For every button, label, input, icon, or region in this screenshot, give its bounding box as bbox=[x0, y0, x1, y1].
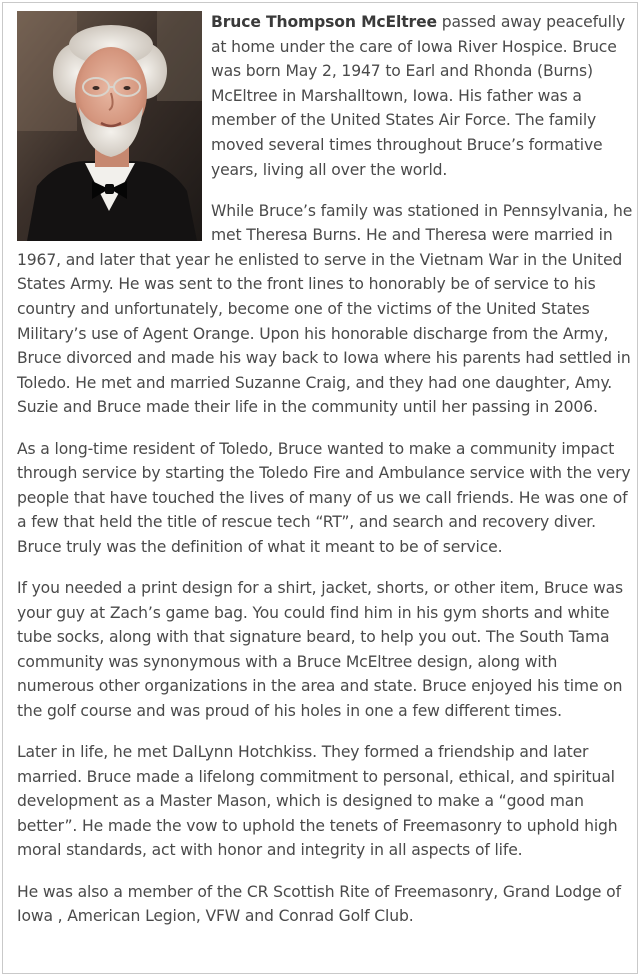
paragraph-3: As a long-time resident of Toledo, Bruce wanted to make a community impact through service by starting the Toledo Fire and Ambulance service with the very people that have touched the lives of many of us we call friends. He was one of a few that held the title of rescue tech “RT”, and search and recovery diver. Bruce truly was the definition of what it meant to be of service. bbox=[17, 439, 631, 556]
paragraph-5: Later in life, he met DalLynn Hotchkiss. They formed a friendship and later married. Bruce made a lifelong commitment to personal, ethical, and spiritual development as a Master Mason, which is designed to make a “good man better”. He made the vow to uphold the tenets of Freemasonry to uphold high moral standards, act with honor and integrity in all aspects of life. bbox=[17, 743, 618, 860]
paragraph-1-text: passed away peacefully at home under the care of Iowa River Hospice. Bruce was born May 2, 1947 to Earl and Rhonda (Burns) McEltree in Marshalltown, Iowa. His father was a member of the United States Air Force. The family moved several times throughout Bruce’s formative years, living all over the world. bbox=[211, 13, 626, 179]
paragraph-2: While Bruce’s family was stationed in Pennsylvania, he met Theresa Burns. He and Theresa were married in 1967, and later that year he enlisted to serve in the Vietnam War in the United States Army. He was sent to the front lines to honorably be of service to his country and unfortunately, become one of the victims of the United States Military’s use of Agent Orange. Upon his honorable discharge from the Army, Bruce divorced and made his way back to Iowa where his parents had settled in Toledo. He met and married Suzanne Craig, and they had one daughter, Amy. Suzie and Bruce made their life in the community until her passing in 2006. bbox=[17, 201, 633, 417]
obituary-frame bbox=[2, 2, 638, 974]
deceased-name: Bruce Thompson McEltree bbox=[211, 13, 437, 31]
paragraph-4: If you needed a print design for a shirt, jacket, shorts, or other item, Bruce was your guy at Zach’s game bag. You could find him in his gym shorts and white tube socks, along with that signature beard, to help you out. The South Tama community was synonymous with a Bruce McEltree design, along with numerous other organizations in the area and state. Bruce enjoyed his time on the golf course and was proud of his holes in one a few different times. bbox=[17, 578, 624, 720]
obituary-content bbox=[17, 10, 633, 945]
portrait-photo bbox=[17, 11, 202, 241]
paragraph-6: He was also a member of the CR Scottish Rite of Freemasonry, Grand Lodge of Iowa , American Legion, VFW and Conrad Golf Club. bbox=[17, 882, 621, 926]
